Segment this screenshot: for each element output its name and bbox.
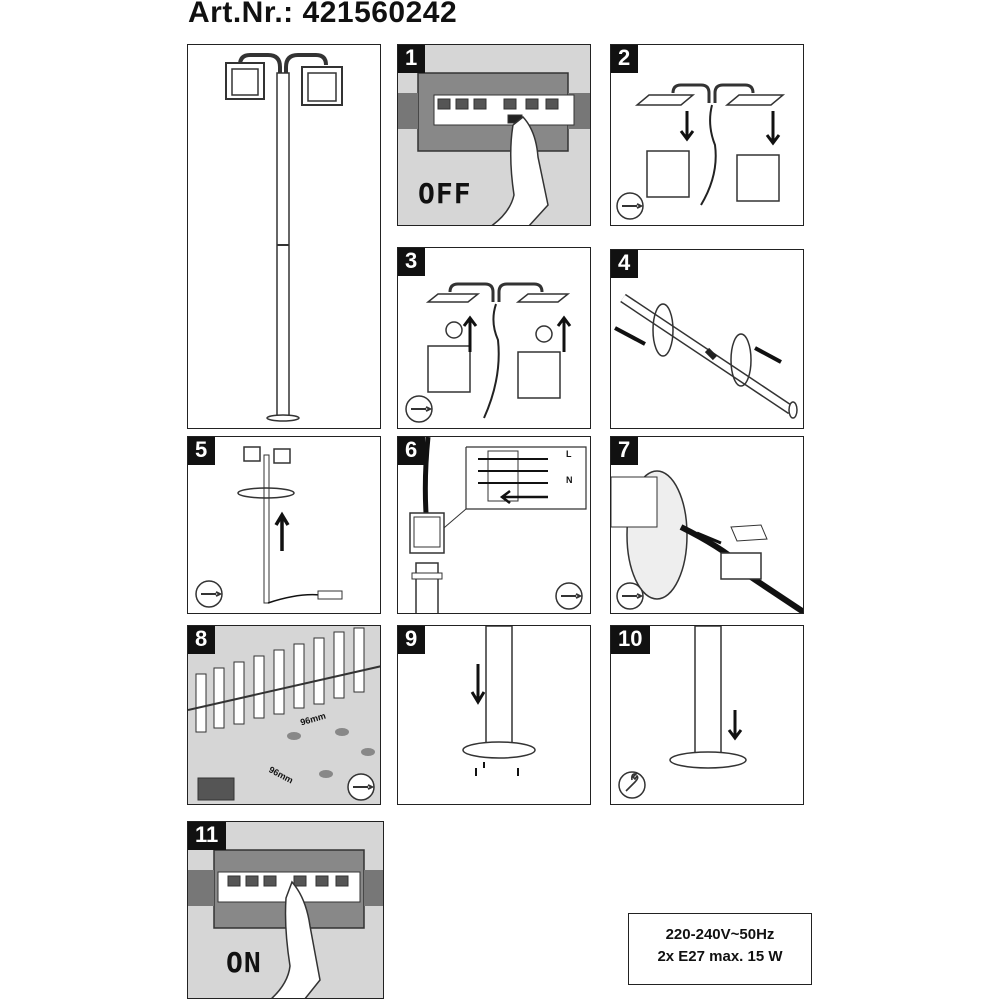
step-number: 3 [397,247,425,276]
step-3-panel [397,247,591,429]
step-4-panel [610,249,804,429]
step-1-panel [397,44,591,226]
step-number: 8 [187,625,215,654]
bulb-spec: 2x E27 max. 15 W [657,948,783,965]
lamp-post-illustration [188,45,381,429]
step-number: 11 [187,821,226,850]
step-11-panel [187,821,384,999]
article-number-title: Art.Nr.: 421560242 [188,0,458,29]
electrical-specifications [628,913,812,985]
screwdriver-icon [404,394,434,424]
off-label: OFF [418,177,472,210]
step-7-panel [610,436,804,614]
step-5-panel [187,436,381,614]
neutral-terminal-label: N [566,475,573,485]
step-10-panel [610,625,804,805]
assemble-pole-illustration [611,250,804,429]
screwdriver-icon [554,581,584,611]
screwdriver-icon [615,581,645,611]
step-number: 7 [610,436,638,465]
step-number: 6 [397,436,425,465]
product-overview-panel [187,44,381,429]
live-terminal-label: L [566,449,572,459]
screwdriver-icon [194,579,224,609]
step-number: 5 [187,436,215,465]
hole-distance-label-a: 96mm [299,710,327,728]
step-number: 1 [397,44,425,73]
step-number: 2 [610,44,638,73]
on-label: ON [226,946,262,979]
voltage-spec: 220-240V~50Hz [665,926,775,943]
step-number: 4 [610,249,638,278]
hole-distance-label-b: 96mm [267,764,295,786]
step-2-panel [610,44,804,226]
screwdriver-icon [615,191,645,221]
step-9-panel [397,625,591,805]
step-6-panel [397,436,591,614]
step-8-panel [187,625,381,805]
step-number: 9 [397,625,425,654]
place-pole-illustration [398,626,591,805]
drill-icon [346,772,376,802]
wrench-icon [617,770,647,800]
step-number: 10 [610,625,650,654]
